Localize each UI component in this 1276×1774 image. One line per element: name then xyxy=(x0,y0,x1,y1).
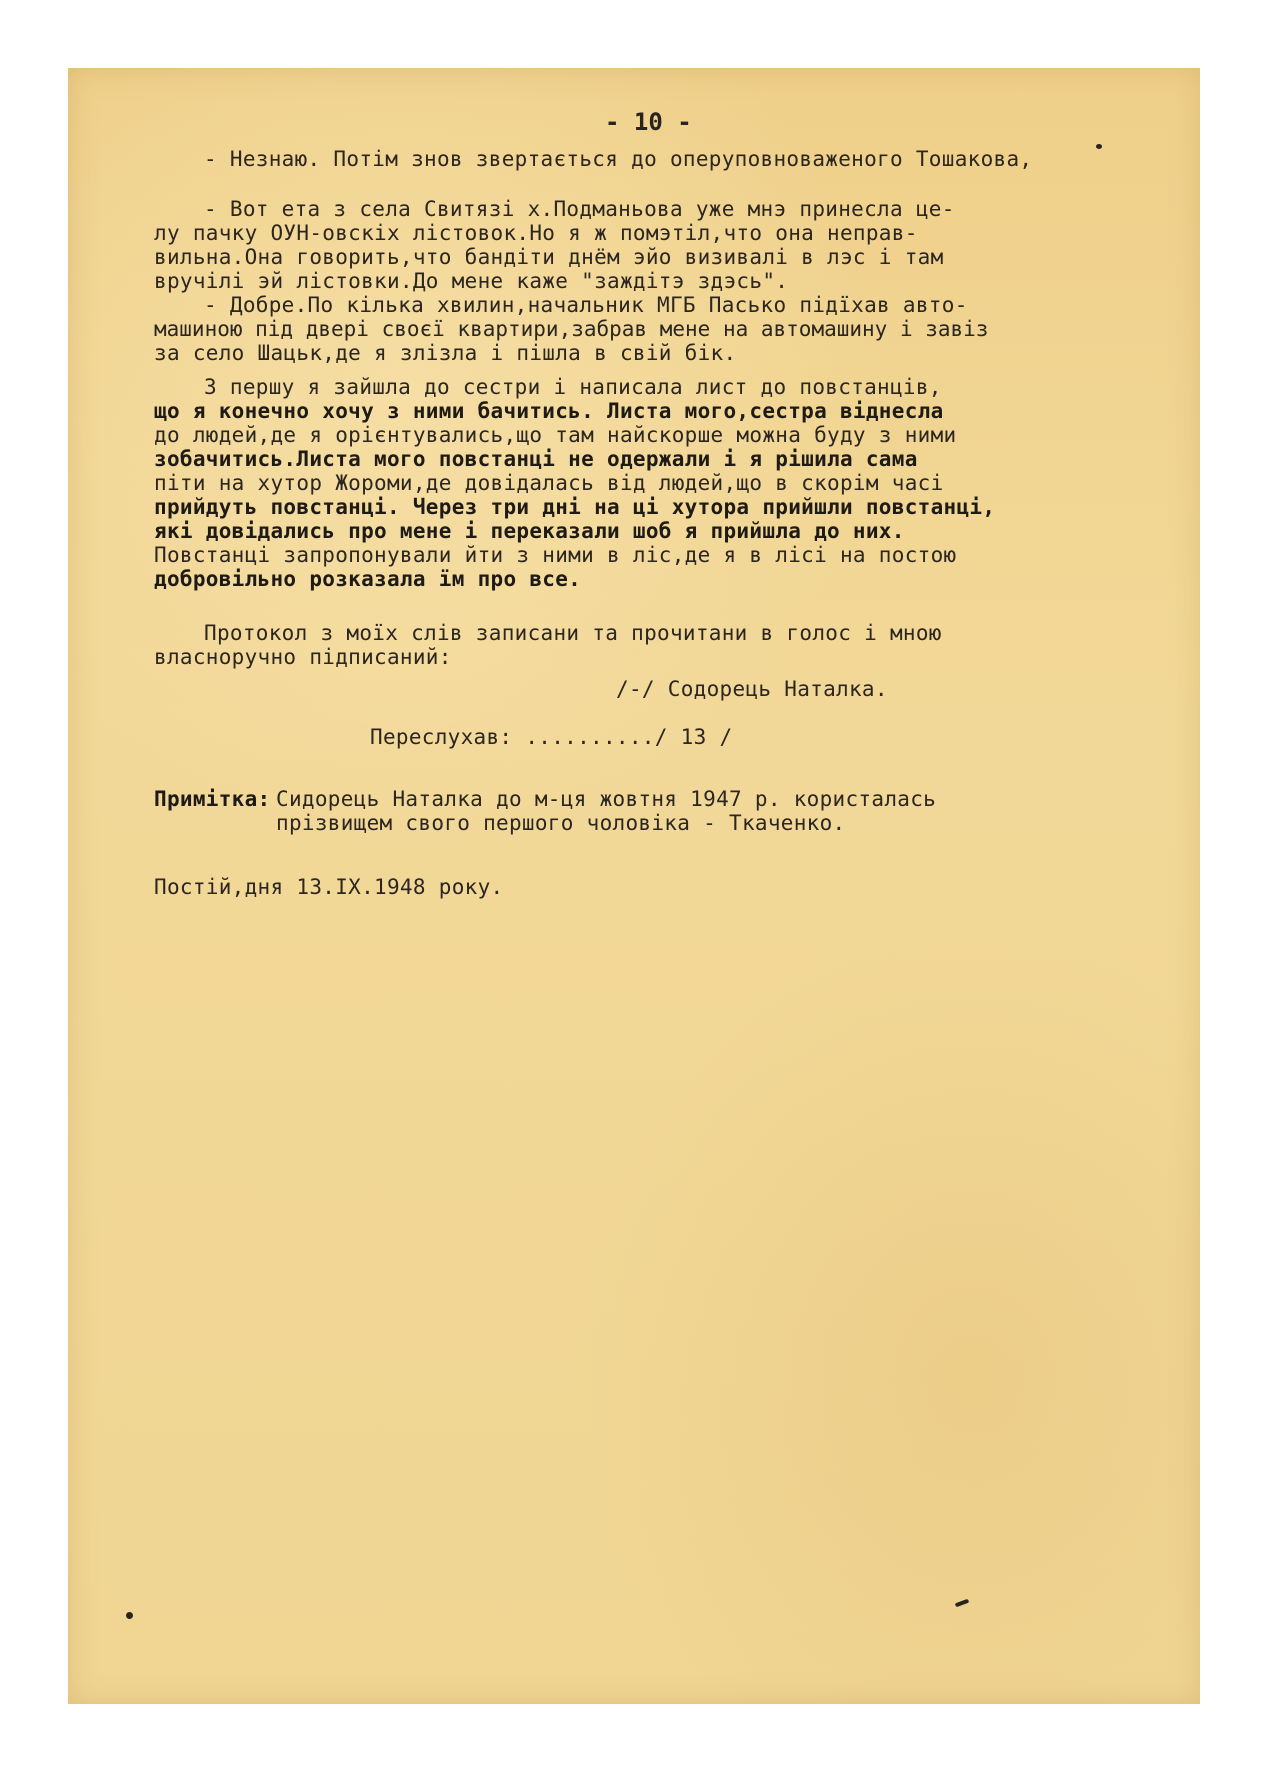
protocol-line-2: власноручно підписаний: xyxy=(154,645,452,669)
body-line-4: вильна.Она говорить,что бандіти днём эйо визивалі в лэс і там xyxy=(154,245,944,269)
body-line-14: прийдуть повстанці. Через три дні на ці хутора прийшли повстанці, xyxy=(154,495,996,519)
ink-speck xyxy=(1096,144,1102,149)
body-line-8: за село Шацьк,де я злізла і пішла в свій бік. xyxy=(154,341,737,365)
document-page xyxy=(68,68,1200,1704)
page-number: - 10 - xyxy=(605,108,692,136)
body-line-16: Повстанці запропонували йти з ними в ліс,де я в лісі на постою xyxy=(154,543,957,567)
body-line-5: вручілі эй лістовки.До мене каже "заждітэ здэсь". xyxy=(154,269,789,293)
signature: /-/ Содорець Наталка. xyxy=(616,677,888,701)
body-line-7: машиною під двері своєї квартири,забрав мене на автомашину і завіз xyxy=(154,317,989,341)
ink-speck xyxy=(955,1599,970,1608)
note-line-2: прізвищем свого першого чоловіка - Ткаченко. xyxy=(276,811,846,835)
place-date: Постій,дня 13.IX.1948 року. xyxy=(154,875,504,899)
body-line-10: що я конечно хочу з ними бачитись. Листа мого,сестра віднесла xyxy=(154,399,944,423)
body-line-2: - Вот ета з села Свитязі х.Подманьова уже мнэ принесла це- xyxy=(204,197,955,221)
body-line-17: добровільно розказала їм про все. xyxy=(154,567,582,591)
body-line-1: - Незнаю. Потім знов звертається до оперуповноваженого Тошакова, xyxy=(204,147,1033,171)
body-line-12: зобачитись.Листа мого повстанці не одержали і я рішила сама xyxy=(154,447,918,471)
protocol-line-1: Протокол з моїх слів записани та прочитани в голос і мною xyxy=(204,621,942,645)
body-line-9: З першу я зайшла до сестри і написала лист до повстанців, xyxy=(204,375,942,399)
note-line-1: Сидорець Наталка до м-ця жовтня 1947 р. користалась xyxy=(276,787,937,811)
ink-speck xyxy=(126,1612,133,1619)
body-line-11: до людей,де я орієнтувались,що там найскорше можна буду з ними xyxy=(154,423,957,447)
body-line-13: піти на хутор Жороми,де довідалась від людей,що в скорім часі xyxy=(154,471,944,495)
body-line-3: лу пачку ОУН-овскіх лістовок.Но я ж помэтіл,что она неправ- xyxy=(154,221,918,245)
note-label: Примітка: xyxy=(154,787,271,811)
body-line-6: - Добре.По кілька хвилин,начальник МГБ Пасько підїхав авто- xyxy=(204,293,968,317)
body-line-15: які довідались про мене і переказали шоб я прийшла до них. xyxy=(154,519,905,543)
interrogator-line: Переслухав: ........../ 13 / xyxy=(370,725,733,749)
